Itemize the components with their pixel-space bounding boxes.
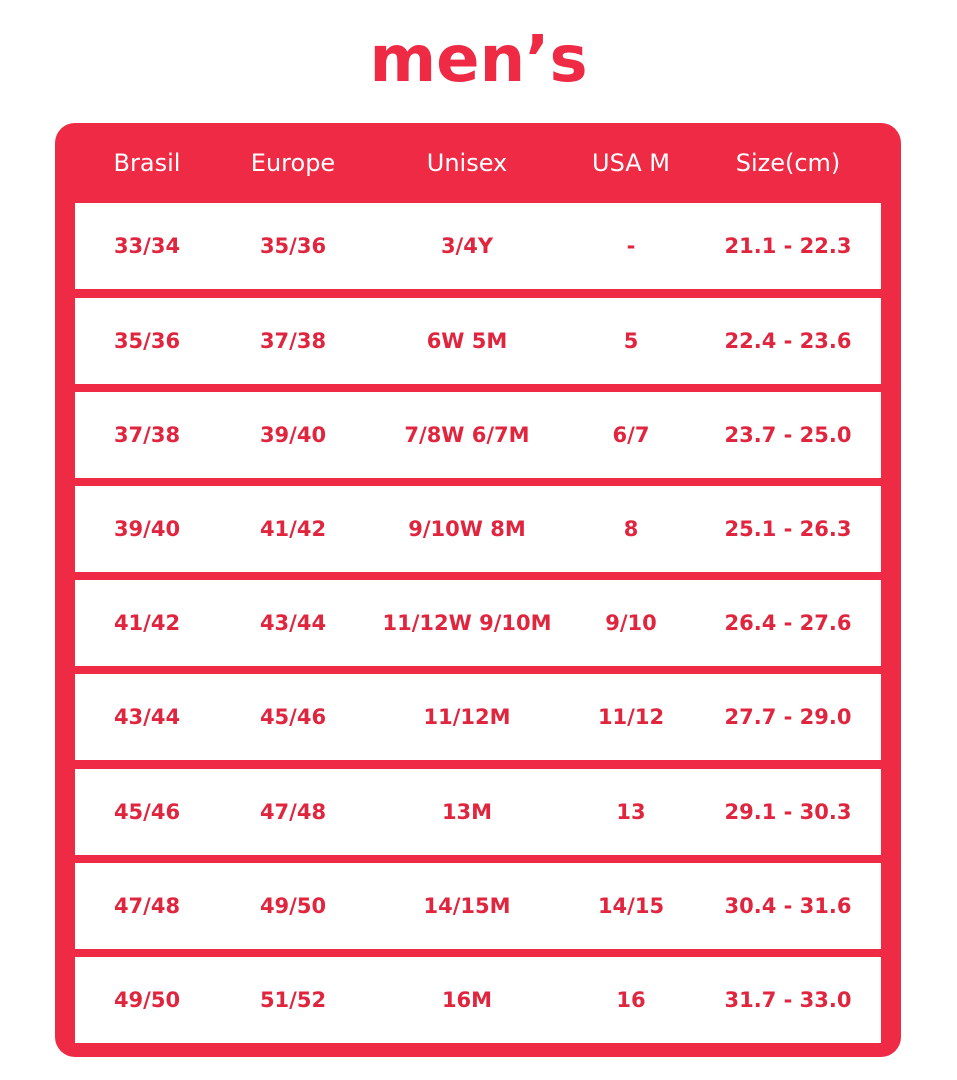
cell-brasil: 47/48 bbox=[113, 894, 181, 918]
table-row bbox=[75, 863, 881, 949]
cell-europe: 45/46 bbox=[259, 705, 327, 729]
cell-usa-m: 9/10 bbox=[605, 611, 657, 635]
cell-brasil: 45/46 bbox=[113, 800, 181, 824]
column-header-size-cm: Size(cm) bbox=[735, 149, 841, 177]
table-row bbox=[75, 486, 881, 572]
cell-unisex: 6W 5M bbox=[426, 329, 508, 353]
column-header-unisex: Unisex bbox=[426, 149, 508, 177]
cell-brasil: 49/50 bbox=[113, 988, 181, 1012]
table-row bbox=[75, 392, 881, 478]
cell-europe: 37/38 bbox=[259, 329, 327, 353]
cell-europe: 39/40 bbox=[259, 423, 327, 447]
size-chart-table bbox=[55, 123, 901, 1057]
cell-size-cm: 26.4 - 27.6 bbox=[724, 611, 852, 635]
cell-usa-m: 11/12 bbox=[597, 705, 665, 729]
cell-size-cm: 30.4 - 31.6 bbox=[724, 894, 852, 918]
cell-brasil: 35/36 bbox=[113, 329, 181, 353]
cell-europe: 35/36 bbox=[259, 234, 327, 258]
cell-size-cm: 27.7 - 29.0 bbox=[724, 705, 852, 729]
cell-usa-m: 5 bbox=[623, 329, 639, 353]
cell-unisex: 14/15M bbox=[423, 894, 511, 918]
cell-brasil: 41/42 bbox=[113, 611, 181, 635]
column-header-europe: Europe bbox=[250, 149, 336, 177]
cell-unisex: 16M bbox=[441, 988, 493, 1012]
column-header-brasil: Brasil bbox=[113, 149, 181, 177]
cell-unisex: 11/12M bbox=[423, 705, 511, 729]
cell-unisex: 9/10W 8M bbox=[408, 517, 526, 541]
table-row bbox=[75, 957, 881, 1043]
cell-europe: 41/42 bbox=[259, 517, 327, 541]
cell-europe: 51/52 bbox=[259, 988, 327, 1012]
cell-unisex: 7/8W 6/7M bbox=[404, 423, 530, 447]
cell-size-cm: 23.7 - 25.0 bbox=[724, 423, 852, 447]
table-row bbox=[75, 203, 881, 289]
cell-unisex: 11/12W 9/10M bbox=[382, 611, 552, 635]
table-row bbox=[75, 769, 881, 855]
cell-size-cm: 31.7 - 33.0 bbox=[724, 988, 852, 1012]
cell-usa-m: 6/7 bbox=[612, 423, 650, 447]
cell-size-cm: 29.1 - 30.3 bbox=[724, 800, 852, 824]
cell-brasil: 37/38 bbox=[113, 423, 181, 447]
table-row bbox=[75, 674, 881, 760]
page-title: men’s bbox=[369, 23, 588, 97]
cell-brasil: 33/34 bbox=[113, 234, 181, 258]
cell-brasil: 39/40 bbox=[113, 517, 181, 541]
cell-size-cm: 21.1 - 22.3 bbox=[724, 234, 852, 258]
cell-usa-m: 13 bbox=[616, 800, 646, 824]
table-row bbox=[75, 580, 881, 666]
cell-unisex: 13M bbox=[441, 800, 493, 824]
cell-usa-m: 8 bbox=[623, 517, 639, 541]
column-header-usa-m: USA M bbox=[592, 149, 670, 177]
cell-unisex: 3/4Y bbox=[440, 234, 494, 258]
cell-usa-m: 14/15 bbox=[597, 894, 665, 918]
cell-europe: 49/50 bbox=[259, 894, 327, 918]
cell-brasil: 43/44 bbox=[113, 705, 181, 729]
table-header bbox=[75, 123, 881, 203]
table-row bbox=[75, 298, 881, 384]
cell-europe: 43/44 bbox=[259, 611, 327, 635]
cell-size-cm: 22.4 - 23.6 bbox=[724, 329, 852, 353]
cell-usa-m: - bbox=[626, 234, 636, 258]
cell-size-cm: 25.1 - 26.3 bbox=[724, 517, 852, 541]
cell-usa-m: 16 bbox=[616, 988, 646, 1012]
cell-europe: 47/48 bbox=[259, 800, 327, 824]
